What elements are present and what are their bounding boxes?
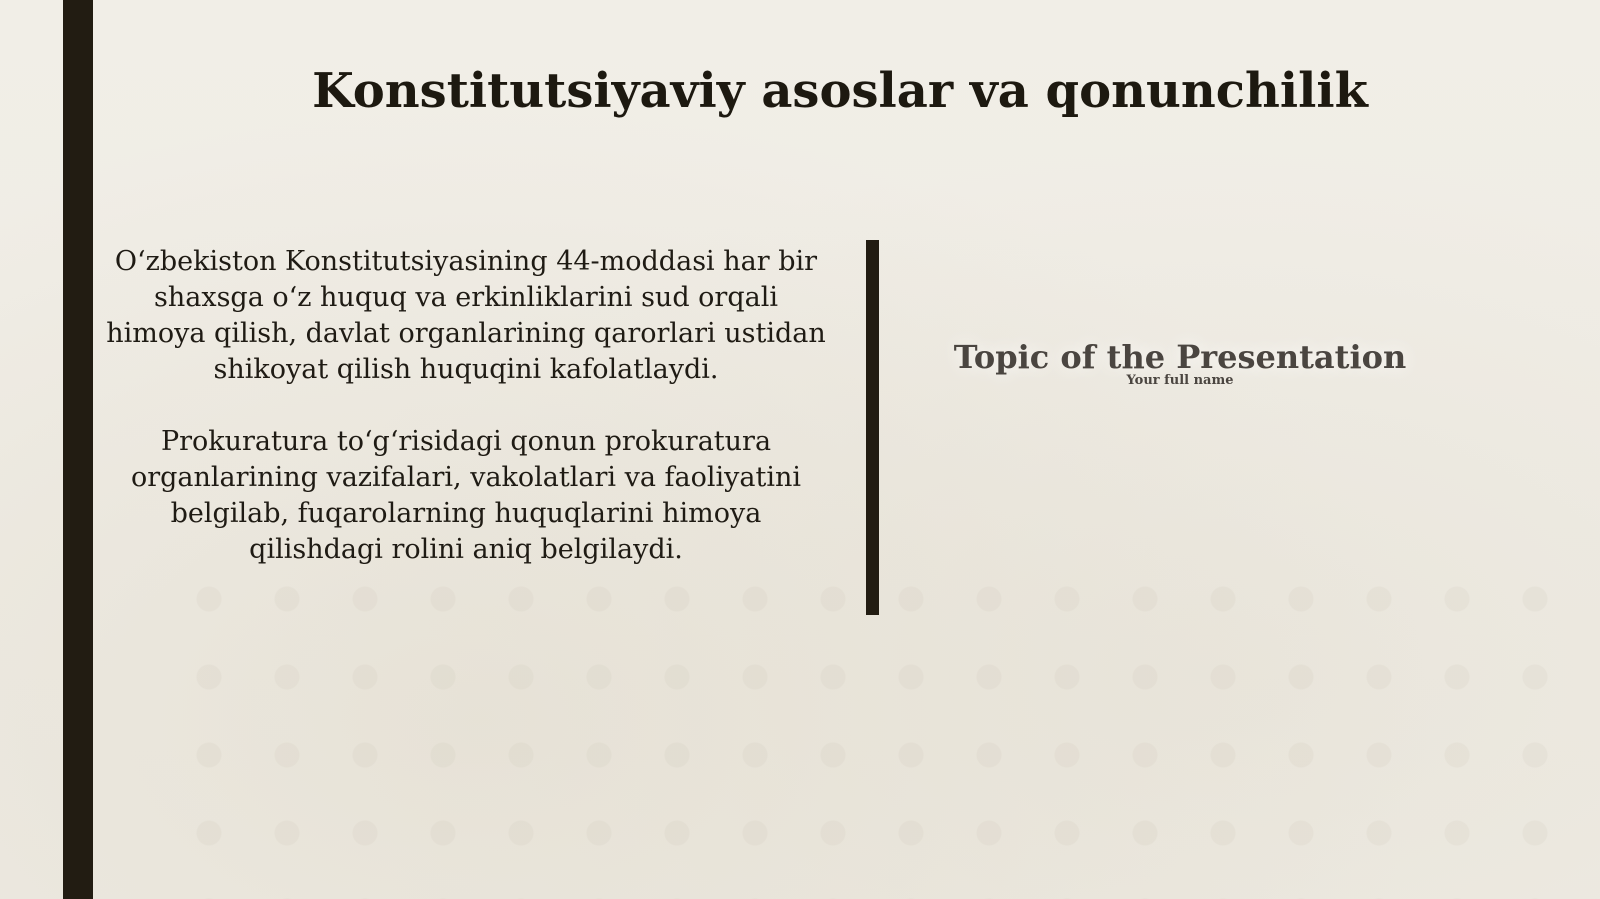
left-accent-bar bbox=[63, 0, 93, 899]
background-pattern bbox=[170, 560, 1600, 899]
image-placeholder bbox=[900, 338, 1460, 388]
body-text-box bbox=[105, 244, 827, 568]
paragraph-prosecution-law: Prokuratura to‘g‘risidagi qonun prokuratura organlarining vazifalari, vakolatlari va faoliyatini belgilab, fuqarolarning huquqlarini himoya qilishdagi rolini aniq belgilaydi. bbox=[130, 426, 802, 565]
placeholder-title: Topic of the Presentation bbox=[953, 338, 1407, 376]
paragraph-article-44: O‘zbekiston Konstitutsiyasining 44-moddasi har bir shaxsga o‘z huquq va erkinliklarini sud orqali himoya qilish, davlat organlarining qarorlari ustidan shikoyat qilish huquqini kafolatlaydi. bbox=[106, 246, 826, 385]
placeholder-subtitle: Your full name bbox=[1126, 373, 1234, 388]
slide-title: Konstitutsiyaviy asoslar va qonunchilik bbox=[312, 63, 1368, 119]
vertical-divider bbox=[866, 240, 879, 615]
